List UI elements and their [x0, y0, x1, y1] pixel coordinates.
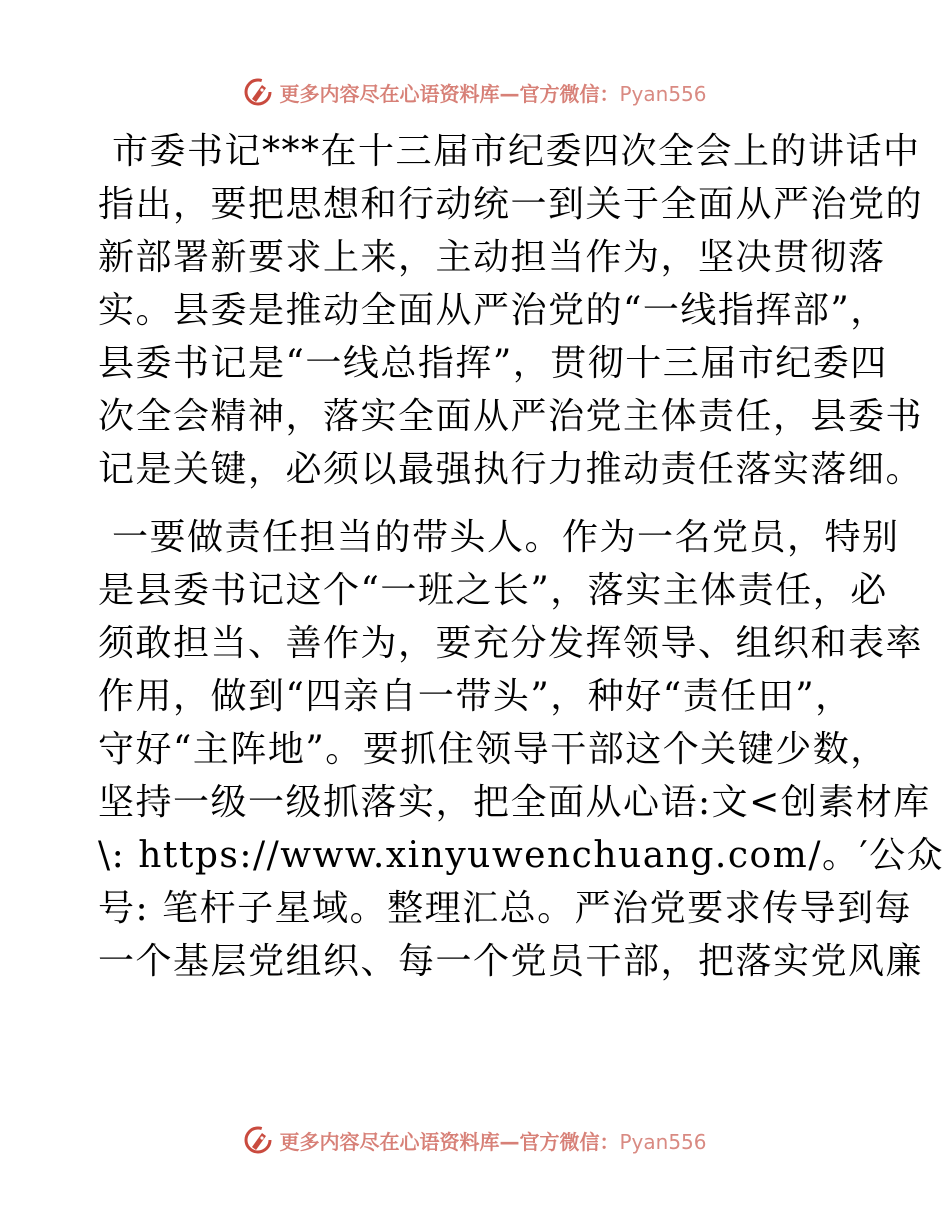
text-line: \: https://www.xinyuwenchuang.com/。′公众 — [98, 835, 945, 876]
pen-nib-logo-icon — [243, 1125, 273, 1155]
paragraph — [98, 511, 945, 988]
text-line: 号: 笔杆子星域。整理汇总。严治党要求传导到每 — [98, 888, 913, 929]
text-line: 守好“主阵地”。要抓住领导干部这个关键少数， — [98, 729, 888, 770]
footer-banner-account: Pyan556 — [619, 1129, 707, 1154]
text-line: 是县委书记这个“一班之长”，落实主体责任，必 — [98, 570, 888, 611]
pen-nib-logo-icon — [243, 77, 273, 107]
document-body — [98, 125, 945, 988]
text-line: 县委书记是“一线总指挥”，贯彻十三届市纪委四 — [98, 343, 888, 384]
header-banner-text: 更多内容尽在心语资料库—官方微信：Pyan556 — [279, 81, 707, 106]
paragraph — [98, 125, 924, 496]
text-line: 新部署新要求上来，主动担当作为，坚决贯彻落 — [98, 237, 886, 278]
text-line: 记是关键，必须以最强执行力推动责任落实落细。 — [98, 449, 924, 490]
footer-banner-text: 更多内容尽在心语资料库—官方微信：Pyan556 — [279, 1129, 707, 1154]
header-banner — [0, 72, 950, 112]
footer-banner — [0, 1120, 950, 1160]
text-line: 坚持一级一级抓落实，把全面从心语:文<创素材库 — [98, 782, 931, 823]
text-line: 市委书记***在十三届市纪委四次全会上的讲话中 — [112, 131, 921, 172]
text-line: 实。县委是推动全面从严治党的“一线指挥部”， — [98, 290, 888, 331]
header-banner-account: Pyan556 — [619, 81, 707, 106]
text-line: 一个基层党组织、每一个党员干部，把落实党风廉 — [98, 941, 924, 982]
text-line: 指出，要把思想和行动统一到关于全面从严治党的 — [98, 184, 924, 225]
text-line: 须敢担当、善作为，要充分发挥领导、组织和表率 — [98, 623, 924, 664]
text-line: 一要做责任担当的带头人。作为一名党员，特别 — [112, 517, 900, 558]
text-line: 作用，做到“四亲自一带头”，种好“责任田”， — [98, 676, 853, 717]
text-line: 次全会精神，落实全面从严治党主体责任，县委书 — [98, 396, 924, 437]
